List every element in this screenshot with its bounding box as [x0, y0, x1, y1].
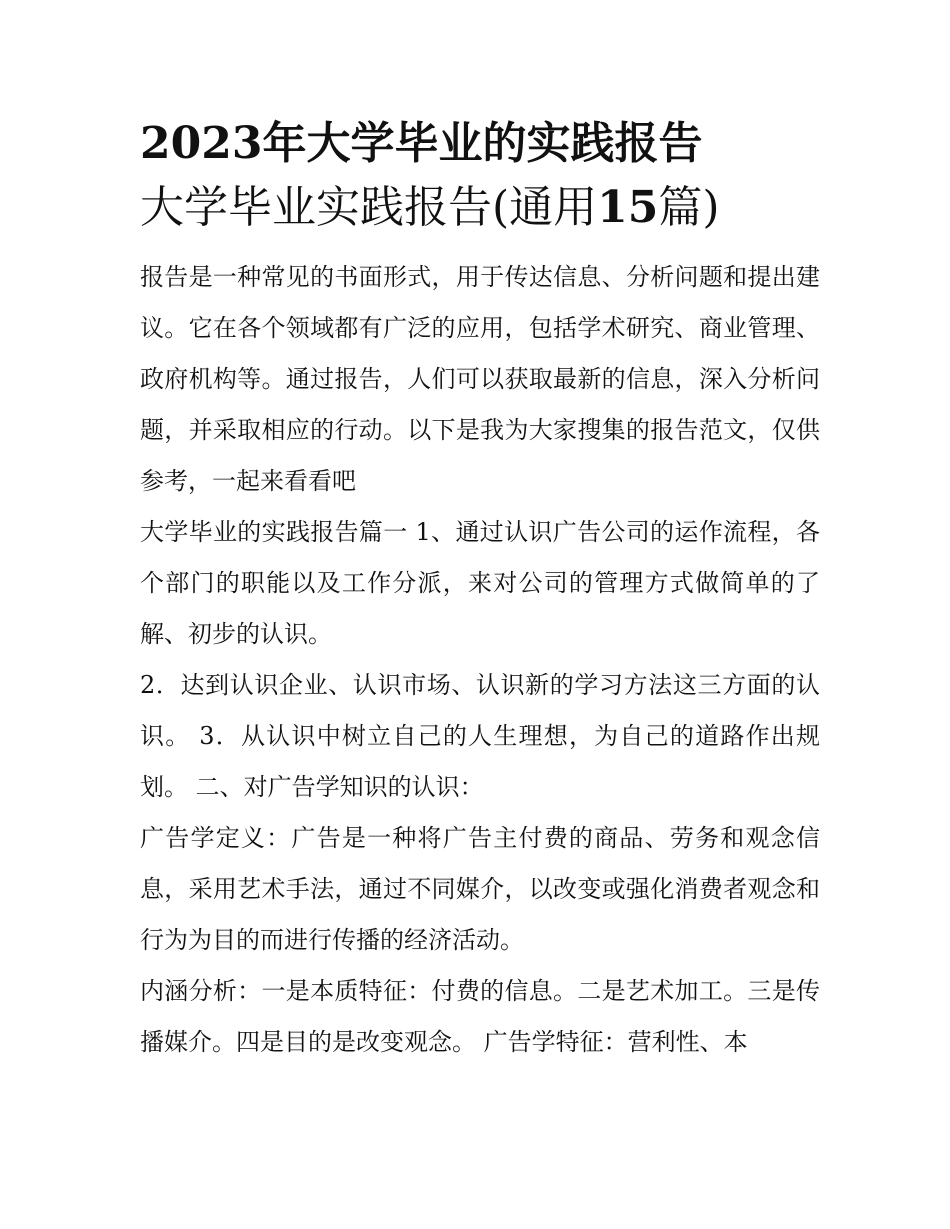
- paragraph-intro: 报告是一种常见的书面形式，用于传达信息、分析问题和提出建议。它在各个领域都有广泛的应用，包括学术研究、商业管理、政府机构等。通过报告，人们可以获取最新的信息，深入分析问题，并采取相应的行动。以下是我为大家搜集的报告范文，仅供参考，一起来看看吧: [140, 263, 820, 495]
- paragraph-definition: 广告学定义：广告是一种将广告主付费的商品、劳务和观念信息，采用艺术手法，通过不同媒介，以改变或强化消费者观念和行为为目的而进行传播的经济活动。: [140, 824, 820, 954]
- paragraph-analysis: 内涵分析：一是本质特征：付费的信息。二是艺术加工。三是传播媒介。四是目的是改变观念。 广告学特征：营利性、本: [140, 977, 820, 1056]
- paragraph-section-one: 大学毕业的实践报告篇一 1、通过认识广告公司的运作流程，各个部门的职能以及工作分派，来对公司的管理方式做简单的了解、初步的认识。: [140, 518, 820, 648]
- subtitle-text-pre: 大学毕业实践报告(通用: [140, 182, 598, 233]
- document-page: [140, 112, 820, 1068]
- subtitle-text-post: 篇): [658, 182, 720, 233]
- document-title: 2023年大学毕业的实践报告: [140, 118, 703, 169]
- paragraph-goals: 2．达到认识企业、认识市场、认识新的学习方法这三方面的认识。 3．从认识中树立自己的人生理想，为自己的道路作出规划。 二、对广告学知识的认识：: [140, 671, 820, 801]
- subtitle-count: 15: [597, 182, 659, 233]
- document-subtitle: [140, 176, 820, 240]
